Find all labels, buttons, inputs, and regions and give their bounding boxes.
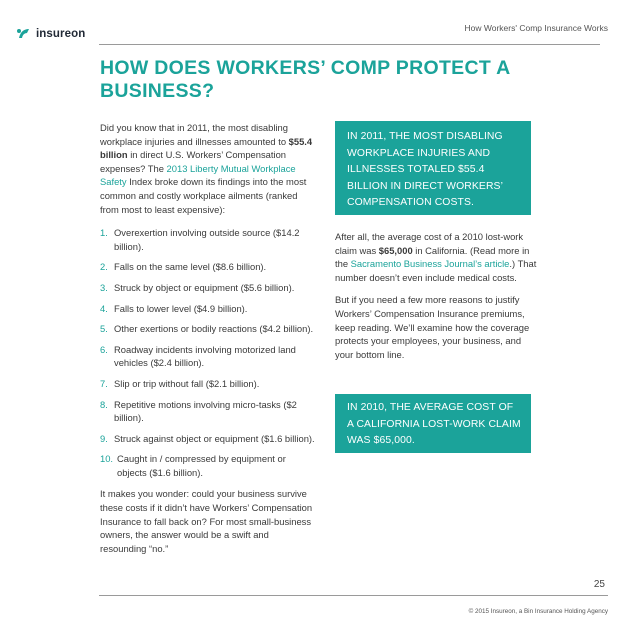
list-number: 10. [100,453,114,465]
paragraph-text: After all, the average cost of a 2010 lost-work claim was [335,231,524,256]
brand-name: insureon [36,27,86,40]
list-item-text: Falls to lower level ($4.9 billion). [114,302,248,314]
list-item [100,226,315,253]
header-divider [99,44,600,45]
list-number: 2. [100,261,108,273]
callout-2011-costs: IN 2011, THE MOST DISABLING WORKPLACE INJURIES AND ILLNESSES TOTALED $55.4 BILLION IN DIRECT WORKERS’ COMPENSATION COSTS. [335,121,531,215]
header-title: How Workers' Comp Insurance Works [464,23,608,33]
intro-text: in direct U.S. Workers’ Compensation expenses? The [100,149,286,174]
ailment-list [100,226,315,479]
lost-work-paragraph [335,230,540,284]
sacramento-article-link[interactable]: Sacramento Business Journal’s article [350,258,510,270]
closing-paragraph: It makes you wonder: could your business survive these costs if it didn’t have Workers’ Compensation Insurance to fall back on? For most small-business owners, the answer would be a swift and resounding “no.” [100,488,313,554]
list-number: 9. [100,432,108,444]
left-column [100,121,315,555]
list-item [100,343,315,370]
list-item [100,398,315,425]
list-item-text: Falls on the same level ($8.6 billion). [114,261,267,273]
list-item-text: Slip or trip without fall ($2.1 billion). [114,377,260,389]
list-item [100,260,315,274]
footer-divider [99,595,608,596]
list-number: 4. [100,302,108,314]
list-item-text: Struck by object or equipment ($5.6 billion). [114,281,295,293]
list-item-text: Caught in / compressed by equipment or objects ($1.6 billion). [117,453,286,478]
page-number: 25 [593,579,605,590]
reasons-paragraph: But if you need a few more reasons to justify Workers’ Compensation Insurance premiums, keep reading. We’ll examine how the coverage protects your employees, your business, and your bottom line. [335,294,530,360]
list-number: 8. [100,398,108,410]
list-item-text: Overexertion involving outside source ($14.2 billion). [114,227,300,252]
liberty-mutual-link[interactable]: 2013 Liberty Mutual Workplace Safety [100,162,296,188]
paragraph-text: in California. (Read more in the [335,244,530,270]
footer-copyright: © 2015 Insureon, a Bin Insurance Holding Agency [468,608,608,615]
intro-text: Index broke down its findings into the most common and costly workplace ailments (ranked from most to least expensive): [100,176,307,215]
list-item-text: Repetitive motions involving micro-tasks ($2 billion). [114,398,297,424]
callout-2010-claim-cost: IN 2010, THE AVERAGE COST OF A CALIFORNIA LOST-WORK CLAIM WAS $65,000. [335,394,531,453]
list-item [100,322,315,336]
list-item [100,432,315,446]
right-column [335,230,540,370]
list-item-text: Struck against object or equipment ($1.6 billion). [114,432,315,444]
claim-cost-highlight: $65,000 [378,244,413,256]
page-title: HOW DOES WORKERS’ COMP PROTECT A BUSINESS? [100,57,510,102]
list-item [100,377,315,391]
list-number: 7. [100,377,108,389]
intro-highlight: $55.4 billion [100,135,313,161]
insureon-logo[interactable] [16,27,85,40]
list-number: 5. [100,323,108,335]
list-item [100,302,315,316]
insureon-logo-icon [16,27,32,40]
intro-text: Did you know that in 2011, the most disabling workplace injuries and illnesses amounted to [100,122,289,147]
paragraph-text: .) That number doesn’t even include medical costs. [335,258,537,283]
list-item-text: Roadway incidents involving motorized land vehicles ($2.4 billion). [114,343,296,369]
list-number: 1. [100,227,108,239]
intro-paragraph [100,121,315,216]
list-item [100,452,315,479]
list-item [100,281,315,295]
list-number: 6. [100,343,108,355]
list-number: 3. [100,281,108,293]
list-item-text: Other exertions or bodily reactions ($4.2 billion). [114,323,314,335]
